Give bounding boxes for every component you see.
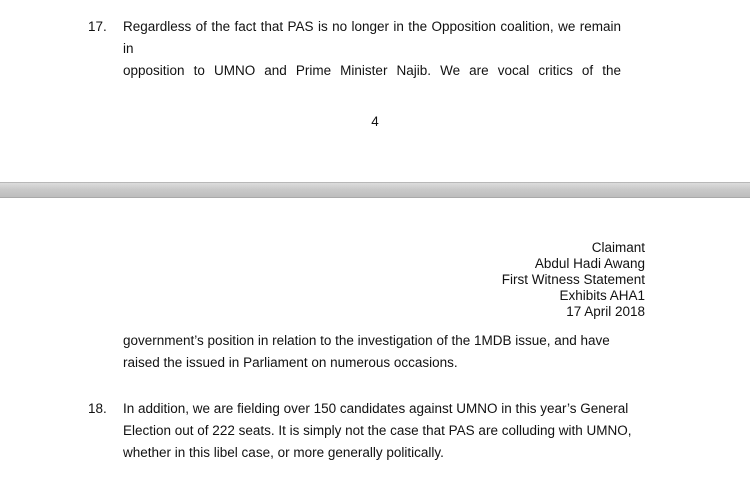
paragraph-17-continued-line-2: raised the issued in Parliament on numerous occasions. — [123, 355, 458, 370]
paragraph-17-number: 17. — [88, 19, 107, 34]
page-separator — [0, 182, 750, 198]
header-date: 17 April 2018 — [566, 304, 645, 319]
paragraph-17-continued — [123, 330, 621, 374]
paragraph-17-line-2: opposition to UMNO and Prime Minister Najib. We are vocal critics of the — [123, 63, 621, 78]
document-page-5 — [0, 198, 750, 480]
header-party-role: Claimant — [591, 240, 645, 255]
paragraph-18-number: 18. — [88, 401, 107, 416]
paragraph-18-line-2: Election out of 222 seats. It is simply not the case that PAS are colluding with UMNO, — [123, 423, 632, 438]
paragraph-17-text — [123, 16, 621, 82]
paragraph-18-line-1: In addition, we are fielding over 150 candidates against UMNO in this year’s General — [123, 401, 629, 416]
paragraph-18-text — [123, 398, 632, 464]
page-number: 4 — [371, 114, 379, 129]
document-page-4 — [0, 0, 750, 182]
paragraph-17-line-1: Regardless of the fact that PAS is no longer in the Opposition coalition, we remain in — [123, 19, 621, 56]
header-exhibits: Exhibits AHA1 — [559, 288, 645, 303]
header-witness-name: Abdul Hadi Awang — [534, 256, 645, 271]
paragraph-18-line-3: whether in this libel case, or more generally politically. — [123, 445, 444, 460]
document-header — [502, 240, 645, 320]
paragraph-17-continued-line-1: government’s position in relation to the investigation of the 1MDB issue, and have — [123, 333, 610, 348]
header-statement-title: First Witness Statement — [501, 272, 645, 287]
